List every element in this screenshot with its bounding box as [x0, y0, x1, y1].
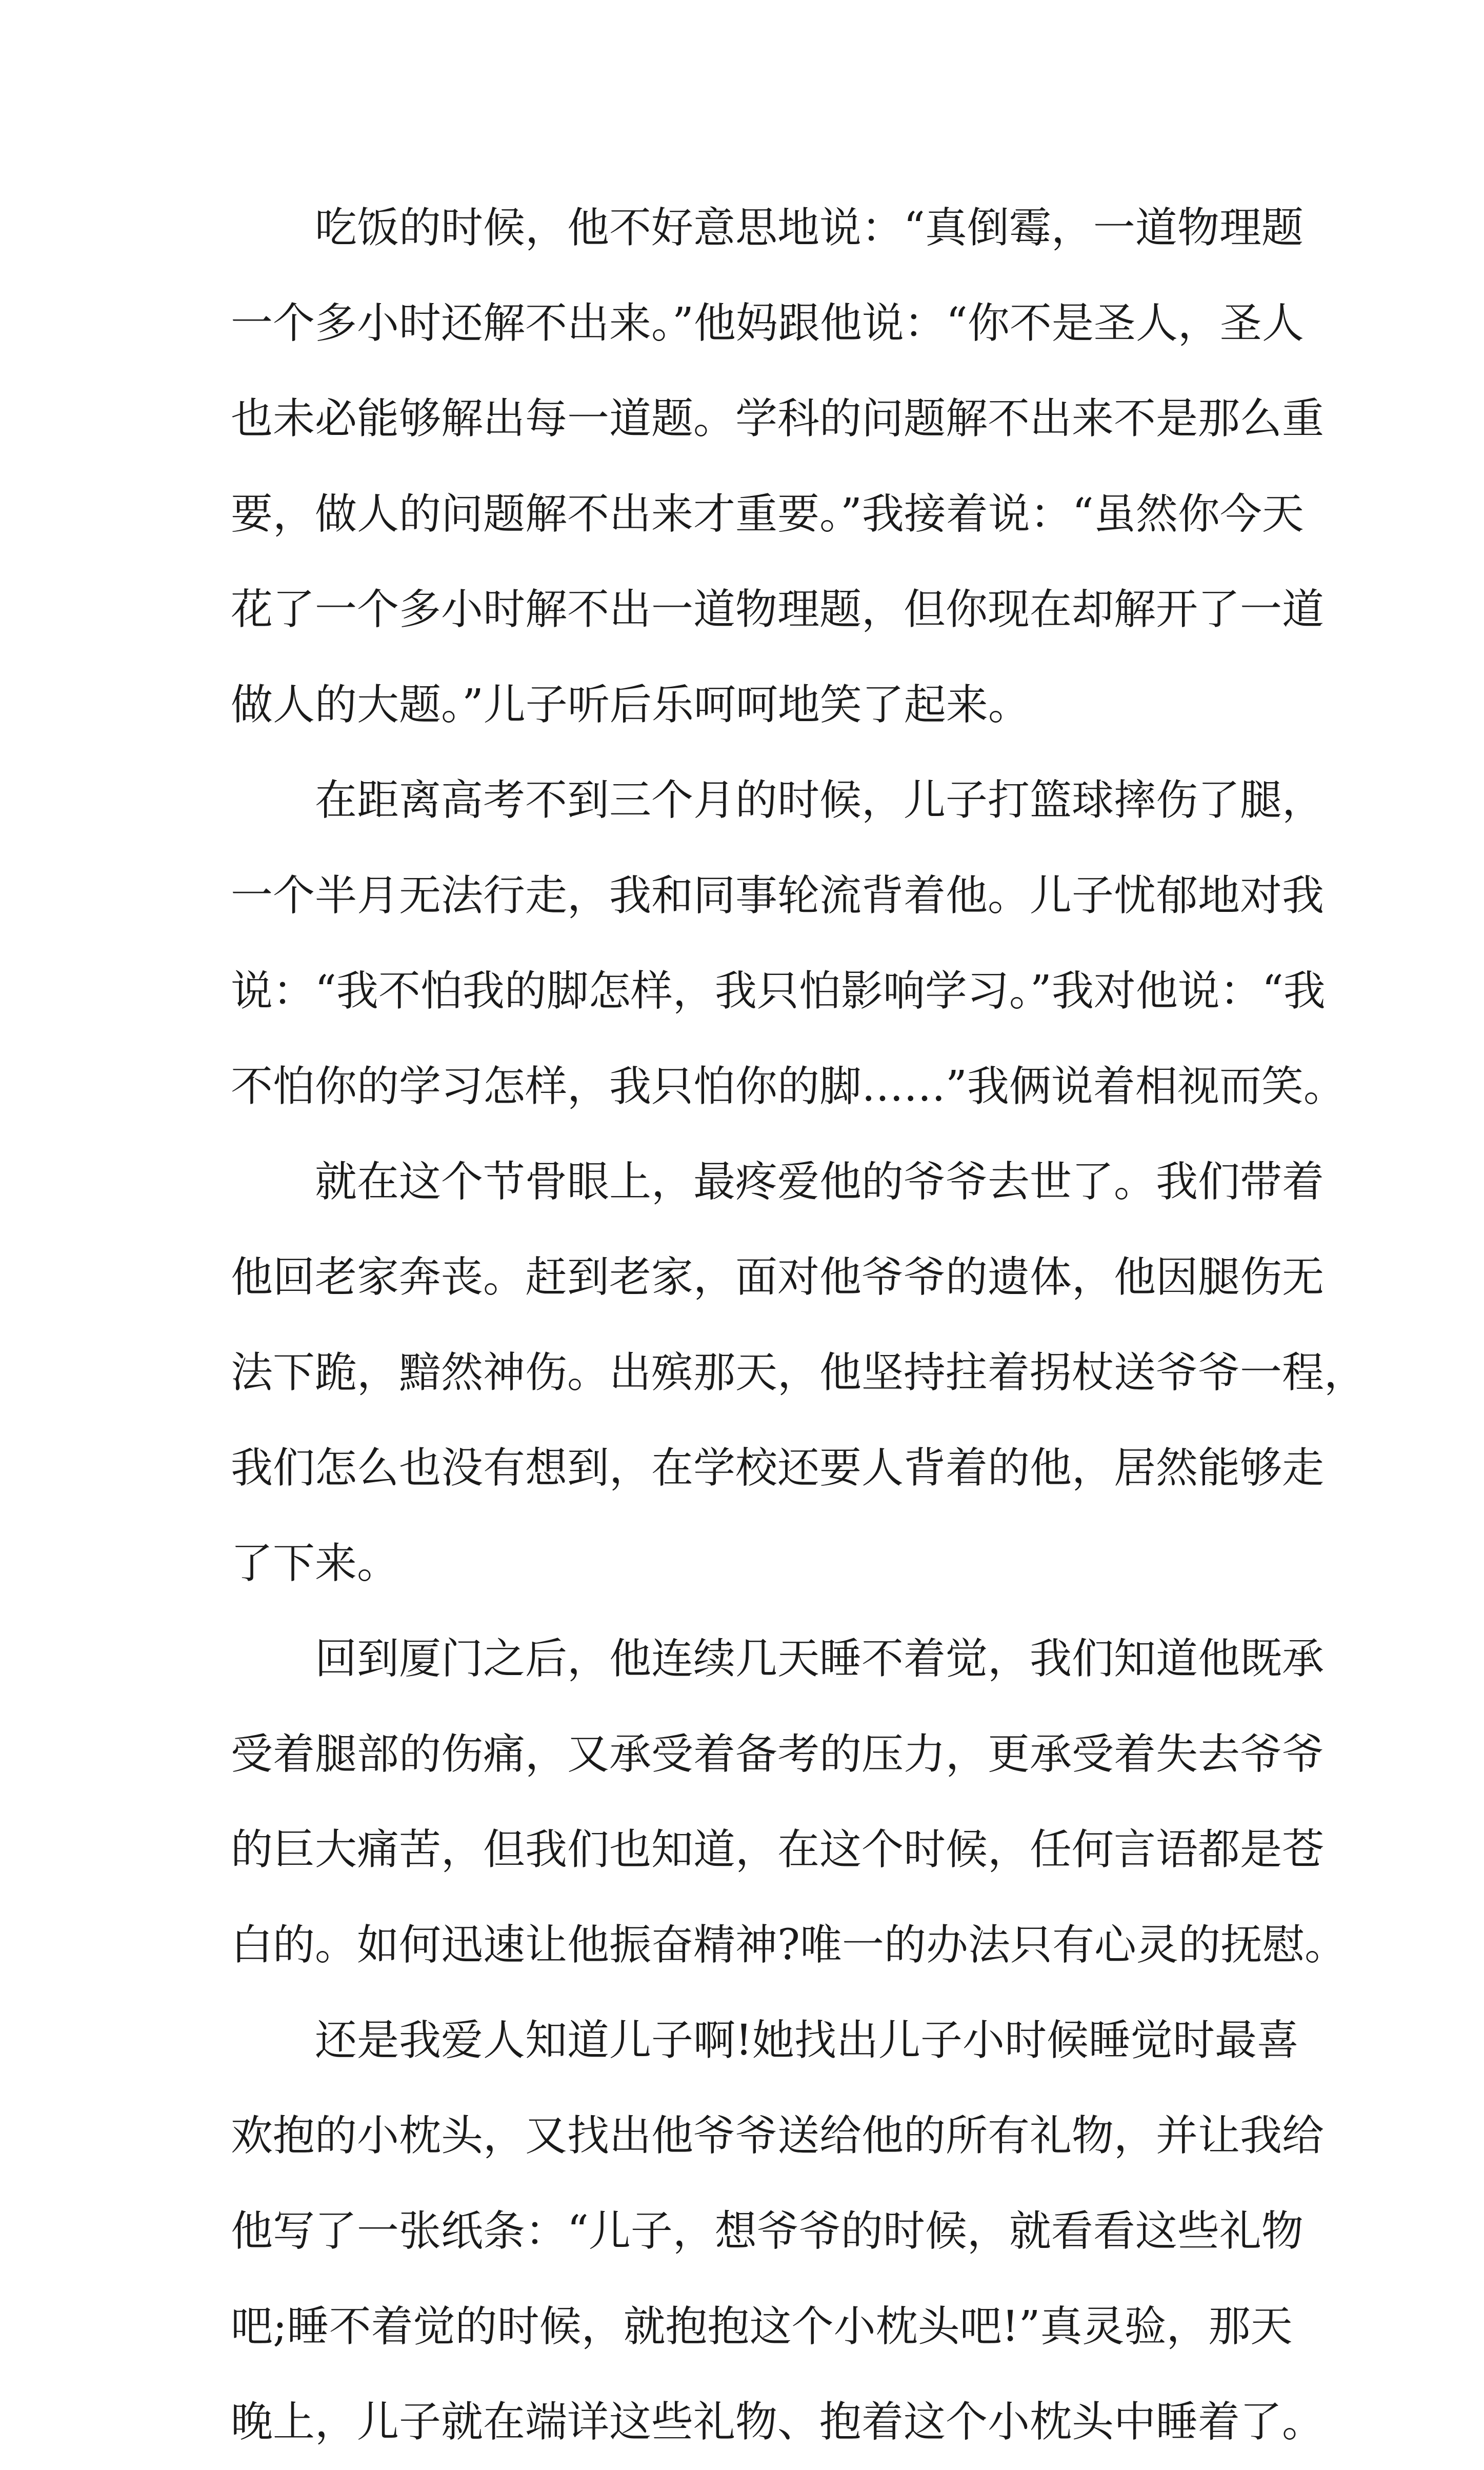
text-line: 我们怎么也没有想到，在学校还要人背着的他，居然能够走 — [231, 1444, 1325, 1492]
text-line: 回到厦门之后，他连续几天睡不着觉，我们知道他既承 — [315, 1635, 1325, 1683]
text-line: 白的。如何迅速让他振奋精神?唯一的办法只有心灵的抚慰。 — [231, 1921, 1347, 1969]
paragraph — [231, 753, 1346, 1134]
text-line: 在距离高考不到三个月的时候，儿子打篮球摔伤了腿， — [315, 776, 1325, 825]
text-line: 做人的大题。”儿子听后乐呵呵地笑了起来。 — [231, 681, 1030, 729]
text-line: 要，做人的问题解不出来才重要。”我接着说：“虽然你今天 — [231, 490, 1304, 539]
text-line: 吃饭的时候，他不好意思地说：“真倒霉，一道物理题 — [315, 204, 1303, 252]
text-line: 的巨大痛苦，但我们也知道，在这个时候，任何言语都是苍 — [231, 1825, 1325, 1874]
paragraph — [231, 1611, 1347, 1993]
text-line: 法下跪，黯然神伤。出殡那天，他坚持拄着拐杖送爷爷一程， — [231, 1348, 1367, 1397]
text-line: 一个半月无法行走，我和同事轮流背着他。儿子忧郁地对我 — [231, 871, 1325, 920]
text-line: 不怕你的学习怎样，我只怕你的脚……”我俩说着相视而笑。 — [231, 1062, 1346, 1111]
text-line: 欢抱的小枕头，又找出他爷爷送给他的所有礼物，并让我给 — [231, 2112, 1325, 2160]
text-line: 花了一个多小时解不出一道物理题，但你现在却解开了一道 — [231, 585, 1325, 634]
text-line: 他回老家奔丧。赶到老家，面对他爷爷的遗体，他因腿伤无 — [231, 1253, 1325, 1302]
text-line: 受着腿部的伤痛，又承受着备考的压力，更承受着失去爷爷 — [231, 1730, 1325, 1779]
paragraph — [231, 181, 1325, 753]
text-line: 就在这个节骨眼上，最疼爱他的爷爷去世了。我们带着 — [315, 1158, 1325, 1206]
text-line: 也未必能够解出每一道题。学科的问题解不出来不是那么重 — [231, 394, 1325, 443]
text-line: 一个多小时还解不出来。”他妈跟他说：“你不是圣人，圣人 — [231, 299, 1304, 348]
text-line: 说：“我不怕我的脚怎样，我只怕影响学习。”我对他说：“我 — [231, 967, 1326, 1015]
text-line: 晚上，儿子就在端详这些礼物、抱着这个小枕头中睡着了。 — [231, 2398, 1325, 2446]
text-line: 了下来。 — [231, 1539, 399, 1588]
text-line: 他写了一张纸条：“儿子，想爷爷的时候，就看看这些礼物 — [231, 2207, 1303, 2256]
paragraph — [231, 1134, 1367, 1611]
text-line: 吧;睡不着觉的时候，就抱抱这个小枕头吧!”真灵验，那天 — [231, 2302, 1293, 2351]
text-line: 还是我爱人知道儿子啊!她找出儿子小时候睡觉时最喜 — [315, 2016, 1299, 2065]
paragraph — [231, 1993, 1325, 2470]
document-body — [231, 181, 1367, 2470]
